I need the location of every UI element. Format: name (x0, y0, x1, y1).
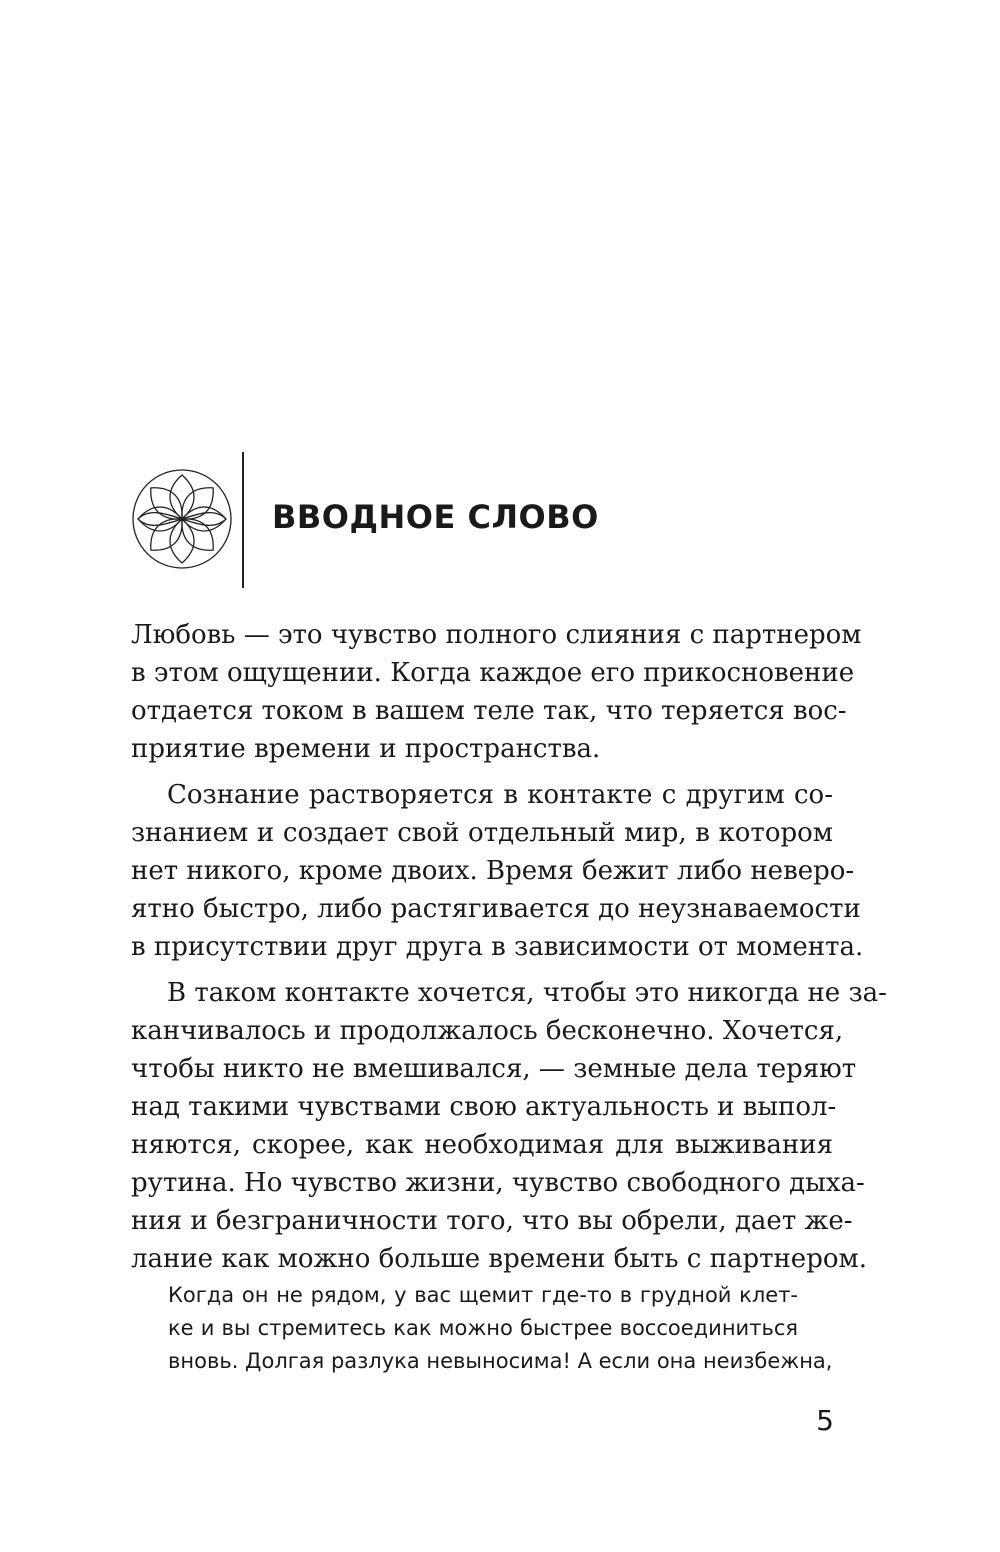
text-line: канчивалось и продолжалось бесконечно. Хочется, (131, 1016, 844, 1046)
body-text (131, 616, 887, 1286)
text-line: над такими чувствами свою актуальность и выпол- (131, 1092, 837, 1122)
flower-of-life-icon (131, 468, 233, 570)
text-line: лание как можно больше времени быть с партнером. (131, 1244, 867, 1274)
text-line: В таком контакте хочется, чтобы это никогда не за- (167, 978, 887, 1008)
paragraph-3 (131, 974, 887, 1278)
callout-line: Когда он не рядом, у вас щемит где-то в грудной клет- (168, 1283, 798, 1307)
text-line: чтобы никто не вмешивался, — земные дела теряют (131, 1054, 857, 1084)
text-line: в присутствии друг друга в зависимости от момента. (131, 932, 864, 962)
text-line: ния и безграничности того, что вы обрели, дает же- (131, 1206, 853, 1236)
page-number: 5 (816, 1404, 834, 1437)
header-divider (242, 452, 244, 588)
text-line: в этом ощущении. Когда каждое его прикосновение (131, 658, 855, 688)
callout-line: вновь. Долгая разлука невыносима! А если она неизбежна, (168, 1349, 833, 1373)
text-line: ятно быстро, либо растягивается до неузнаваемости (131, 894, 861, 924)
callout-text (168, 1279, 833, 1378)
callout-line: ке и вы стремитесь как можно быстрее воссоединиться (168, 1316, 798, 1340)
text-line: нет никого, кроме двоих. Время бежит либо неверо- (131, 856, 855, 886)
text-line: отдается током в вашем теле так, что теряется вос- (131, 696, 847, 726)
chapter-title: ВВОДНОЕ СЛОВО (272, 498, 599, 536)
text-line: рутина. Но чувство жизни, чувство свободного дыха- (131, 1168, 865, 1198)
text-line: няются, скорее, как необходимая для выживания (131, 1130, 833, 1160)
paragraph-2 (131, 776, 864, 966)
text-line: приятие времени и пространства. (131, 734, 601, 764)
text-line: Сознание растворяется в контакте с другим со- (167, 780, 833, 810)
text-line: знанием и создает свой отдельный мир, в котором (131, 818, 833, 848)
text-line: Любовь — это чувство полного слияния с партнером (131, 620, 862, 650)
paragraph-1 (131, 616, 862, 768)
